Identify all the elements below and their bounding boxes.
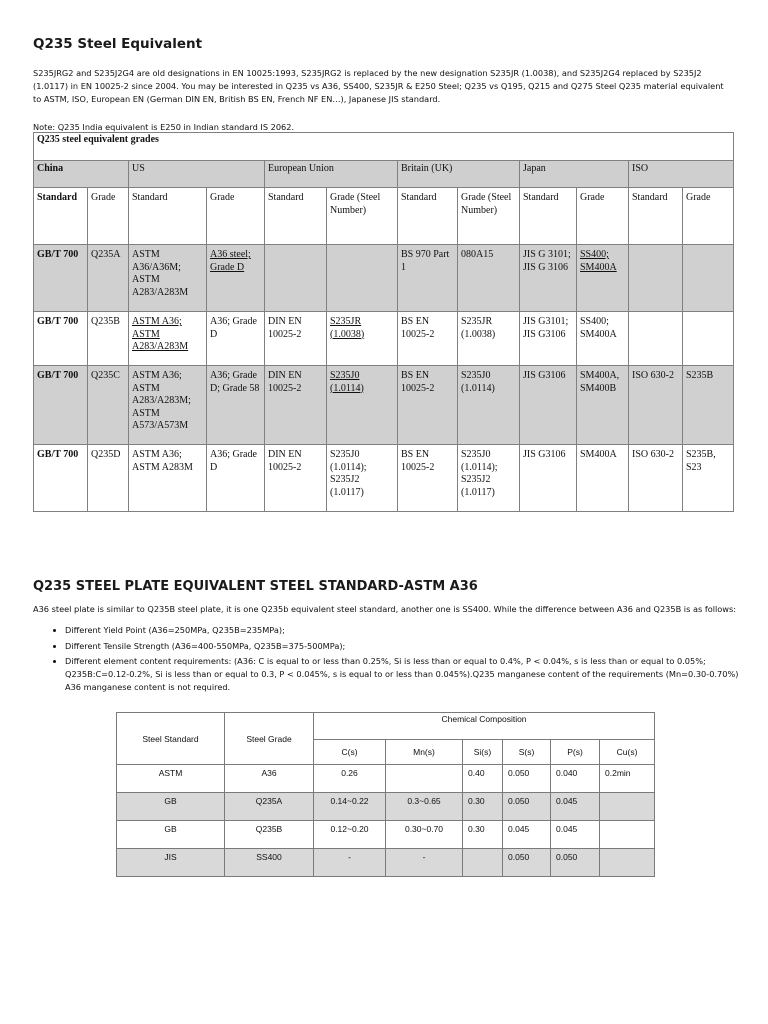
table-cell: SM400A, SM400B bbox=[577, 366, 629, 445]
table-cell bbox=[386, 765, 463, 793]
table-row bbox=[117, 849, 655, 877]
table-cell bbox=[629, 245, 683, 312]
column-header: Standard bbox=[34, 188, 88, 245]
region-header: ISO bbox=[629, 161, 734, 188]
table-cell-link[interactable]: S235JR (1.0038) bbox=[327, 312, 398, 366]
table-cell: JIS G3106 bbox=[520, 366, 577, 445]
element-header: Si(s) bbox=[463, 740, 503, 765]
element-header: P(s) bbox=[551, 740, 600, 765]
table-cell: GB bbox=[117, 821, 225, 849]
difference-list bbox=[33, 624, 745, 697]
table-cell: 0.045 bbox=[503, 821, 551, 849]
table-cell: 0.040 bbox=[551, 765, 600, 793]
table-cell: JIS G3106 bbox=[520, 445, 577, 512]
table-cell: GB/T 700 bbox=[34, 245, 88, 312]
table-cell-link[interactable]: S235J0 (1.0114) bbox=[327, 366, 398, 445]
table-cell-link[interactable]: A36 steel; Grade D bbox=[207, 245, 265, 312]
table-cell: - bbox=[386, 849, 463, 877]
table-cell: JIS G 3101; JIS G 3106 bbox=[520, 245, 577, 312]
region-header: Britain (UK) bbox=[398, 161, 520, 188]
table-cell: 080A15 bbox=[458, 245, 520, 312]
table-cell bbox=[683, 245, 734, 312]
table-cell: 0.12~0.20 bbox=[314, 821, 386, 849]
table-cell: 0.050 bbox=[503, 849, 551, 877]
column-header: Grade bbox=[207, 188, 265, 245]
region-header: European Union bbox=[265, 161, 398, 188]
table-row bbox=[117, 765, 655, 793]
table-cell: Q235A bbox=[225, 793, 314, 821]
table-cell bbox=[463, 849, 503, 877]
table-cell: GB/T 700 bbox=[34, 445, 88, 512]
region-header: China bbox=[34, 161, 129, 188]
table-cell: ASTM A36; ASTM A283/A283M; ASTM A573/A573M bbox=[129, 366, 207, 445]
table-cell bbox=[683, 312, 734, 366]
table-cell: A36; Grade D; Grade 58 bbox=[207, 366, 265, 445]
table-cell: ASTM A36; ASTM A283M bbox=[129, 445, 207, 512]
region-header: Japan bbox=[520, 161, 629, 188]
table-cell: ASTM A36/A36M; ASTM A283/A283M bbox=[129, 245, 207, 312]
table-cell: A36; Grade D bbox=[207, 445, 265, 512]
column-header: Grade bbox=[577, 188, 629, 245]
column-header: Grade (Steel Number) bbox=[327, 188, 398, 245]
table-row bbox=[34, 245, 734, 312]
table-cell: 0.045 bbox=[551, 793, 600, 821]
region-header: US bbox=[129, 161, 265, 188]
element-header: S(s) bbox=[503, 740, 551, 765]
table-cell: S235J0 (1.0114) bbox=[458, 366, 520, 445]
table-cell bbox=[327, 245, 398, 312]
table-cell: GB bbox=[117, 793, 225, 821]
table-cell: 0.30 bbox=[463, 793, 503, 821]
table-cell: 0.30 bbox=[463, 821, 503, 849]
table-cell bbox=[600, 849, 655, 877]
table-cell bbox=[265, 245, 327, 312]
table-cell: Q235C bbox=[88, 366, 129, 445]
table-cell: 0.14~0.22 bbox=[314, 793, 386, 821]
column-header: Standard bbox=[629, 188, 683, 245]
table-cell: S235B bbox=[683, 366, 734, 445]
list-item: • Different element content requirements: (A36: C is equal to or less than 0.25%, Si is less than or equal to 0.4%, P < 0.04%, s is less than or equal to 0.05%; Q235B:C=0.12-0.2%, Si is less than or equal to 0.3, P < 0.045%, s is equal to or less than 0.045%).Q235 manganese content of the requirements (Mn=0.30-0.70%) A36 manganese content is not required. bbox=[65, 655, 745, 694]
table-cell: 0.050 bbox=[503, 765, 551, 793]
table-cell: GB/T 700 bbox=[34, 312, 88, 366]
table-row bbox=[34, 312, 734, 366]
list-item: • Different Yield Point (A36=250MPa, Q235B=235MPa); bbox=[65, 624, 745, 637]
table-cell: JIS G3101; JIS G3106 bbox=[520, 312, 577, 366]
column-header: Standard bbox=[265, 188, 327, 245]
table-cell: ISO 630-2 bbox=[629, 445, 683, 512]
element-header: Mn(s) bbox=[386, 740, 463, 765]
table-cell: DIN EN 10025-2 bbox=[265, 445, 327, 512]
column-header: Grade (Steel Number) bbox=[458, 188, 520, 245]
list-item: • Different Tensile Strength (A36=400-550MPa, Q235B=375-500MPa); bbox=[65, 640, 745, 653]
table-row bbox=[34, 366, 734, 445]
table-cell bbox=[600, 793, 655, 821]
table-cell: Q235D bbox=[88, 445, 129, 512]
table-cell: 0.3~0.65 bbox=[386, 793, 463, 821]
column-header: Standard bbox=[398, 188, 458, 245]
table-cell: BS EN 10025-2 bbox=[398, 312, 458, 366]
india-equivalent-note: Note: Q235 India equivalent is E250 in Indian standard IS 2062. bbox=[33, 122, 295, 132]
table-cell bbox=[629, 312, 683, 366]
table-row bbox=[34, 445, 734, 512]
table-cell: 0.26 bbox=[314, 765, 386, 793]
table-title: Q235 steel equivalent grades bbox=[34, 133, 734, 161]
column-header: Standard bbox=[520, 188, 577, 245]
column-header: Steel Standard bbox=[117, 713, 225, 765]
table-cell: 0.050 bbox=[551, 849, 600, 877]
table-row bbox=[117, 793, 655, 821]
table-cell: ISO 630-2 bbox=[629, 366, 683, 445]
column-header: Grade bbox=[683, 188, 734, 245]
element-header: C(s) bbox=[314, 740, 386, 765]
chemical-composition-table bbox=[116, 712, 655, 877]
table-cell: 0.050 bbox=[503, 793, 551, 821]
table-cell-link[interactable]: SS400; SM400A bbox=[577, 245, 629, 312]
table-cell: A36; Grade D bbox=[207, 312, 265, 366]
table-cell bbox=[600, 821, 655, 849]
section-title-q235-equivalent: Q235 Steel Equivalent bbox=[33, 36, 203, 52]
element-header: Cu(s) bbox=[600, 740, 655, 765]
table-cell: BS EN 10025-2 bbox=[398, 366, 458, 445]
table-cell: 0.30~0.70 bbox=[386, 821, 463, 849]
table-cell: BS 970 Part 1 bbox=[398, 245, 458, 312]
table-cell: SS400; SM400A bbox=[577, 312, 629, 366]
table-cell: S235J0 (1.0114); S235J2 (1.0117) bbox=[458, 445, 520, 512]
table-row bbox=[117, 821, 655, 849]
table-cell: GB/T 700 bbox=[34, 366, 88, 445]
a36-intro-paragraph: A36 steel plate is similar to Q235B steel plate, it is one Q235b equivalent steel standard, another one is SS400. While the difference between A36 and Q235B is as follows: bbox=[33, 604, 737, 614]
table-cell: JIS bbox=[117, 849, 225, 877]
table-cell-link[interactable]: ASTM A36; ASTM A283/A283M bbox=[129, 312, 207, 366]
table-cell: DIN EN 10025-2 bbox=[265, 366, 327, 445]
table-cell: BS EN 10025-2 bbox=[398, 445, 458, 512]
table-cell: 0.2min bbox=[600, 765, 655, 793]
column-header: Grade bbox=[88, 188, 129, 245]
section-title-q235-plate-astm-a36: Q235 STEEL PLATE EQUIVALENT STEEL STANDARD-ASTM A36 bbox=[33, 579, 478, 594]
intro-paragraph: S235JRG2 and S235J2G4 are old designations in EN 10025:1993, S235JRG2 is replaced by the new designation S235JR (1.0038), and S235J2G4 replaced by S235J2 (1.0117) in EN 10025-2 since 2004. You may be interested in Q235 vs A36, SS400, S235JR & E250 Steel; Q235 vs Q195, Q215 and Q275 Steel Q235 material equivalent to ASTM, ISO, European EN (German DIN EN, British BS EN, French NF EN…), Japanese JIS standard. bbox=[33, 68, 724, 104]
table-cell: Q235A bbox=[88, 245, 129, 312]
table-cell: ASTM bbox=[117, 765, 225, 793]
column-header: Chemical Composition bbox=[314, 713, 655, 740]
table-cell: Q235B bbox=[88, 312, 129, 366]
table-cell: 0.40 bbox=[463, 765, 503, 793]
table-cell: SM400A bbox=[577, 445, 629, 512]
table-cell: 0.045 bbox=[551, 821, 600, 849]
table-cell: DIN EN 10025-2 bbox=[265, 312, 327, 366]
column-header: Standard bbox=[129, 188, 207, 245]
q235-equivalent-grades-table bbox=[33, 132, 734, 512]
table-cell: S235B, S23 bbox=[683, 445, 734, 512]
column-header: Steel Grade bbox=[225, 713, 314, 765]
table-cell: S235J0 (1.0114); S235J2 (1.0117) bbox=[327, 445, 398, 512]
table-cell: S235JR (1.0038) bbox=[458, 312, 520, 366]
table-cell: - bbox=[314, 849, 386, 877]
table-cell: A36 bbox=[225, 765, 314, 793]
table-cell: SS400 bbox=[225, 849, 314, 877]
table-cell: Q235B bbox=[225, 821, 314, 849]
